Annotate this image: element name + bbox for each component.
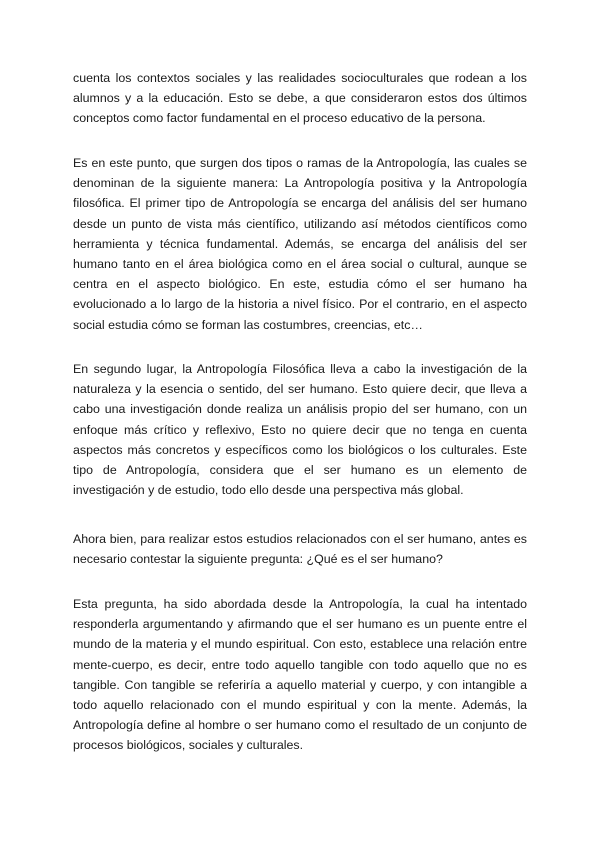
paragraph-1: [73, 68, 527, 129]
paragraph-4: [73, 529, 527, 569]
paragraph-5: [73, 594, 527, 756]
paragraph-4-text: Ahora bien, para realizar estos estudios relacionados con el ser humano, antes es necesario contestar la siguiente pregunta: ¿Qué es el ser humano?: [73, 532, 527, 567]
paragraph-2: [73, 153, 527, 335]
paragraph-3: [73, 359, 527, 500]
paragraph-3-text: En segundo lugar, la Antropología Filosófica lleva a cabo la investigación de la naturaleza y la esencia o sentido, del ser humano. Esto quiere decir, que lleva a cabo una investigación donde realiza un análisis propio del ser humano, con un enfoque más crítico y reflexivo, Esto no quiere decir que no tenga en cuenta aspectos más concretos y específicos como los biológicos o los culturales. Este tipo de Antropología, considera que el ser humano es un elemento de investigación y de estudio, todo ello desde una perspectiva más global.: [73, 362, 527, 498]
paragraph-2-text: Es en este punto, que surgen dos tipos o ramas de la Antropología, las cuales se denominan de la siguiente manera: La Antropología positiva y la Antropología filosófica. El primer tipo de Antropología se encarga del análisis del ser humano desde un punto de vista más científico, utilizando así métodos científicos como herramienta y técnica fundamental. Además, se encarga del análisis del ser humano tanto en el área biológica como en el área social o cultural, aunque se centra en el aspecto biológico. En este, estudia cómo el ser humano ha evolucionado a lo largo de la historia a nivel físico. Por el contrario, en el aspecto social estudia cómo se forman las costumbres, creencias, etc…: [73, 156, 527, 332]
paragraph-5-text: Esta pregunta, ha sido abordada desde la Antropología, la cual ha intentado responderla argumentando y afirmando que el ser humano es un puente entre el mundo de la materia y el mundo espiritual. Con esto, establece una relación entre mente-cuerpo, es decir, entre todo aquello tangible con todo aquello que no es tangible. Con tangible se referiría a aquello material y cuerpo, y con intangible a todo aquello relacionado con el mundo espiritual y con la mente. Además, la Antropología define al hombre o ser humano como el resultado de un conjunto de procesos biológicos, sociales y culturales.: [73, 597, 527, 753]
paragraph-1-text: cuenta los contextos sociales y las realidades socioculturales que rodean a los alumnos y a la educación. Esto se debe, a que consideraron estos dos últimos conceptos como factor fundamental en el proceso educativo de la persona.: [73, 71, 527, 126]
